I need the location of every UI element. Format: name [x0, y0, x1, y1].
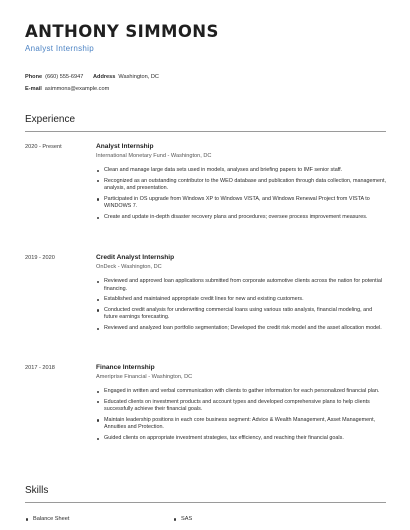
job-bullets: [96, 167, 386, 222]
bullet-item: Established and maintained appropriate credit lines for new and existing customers.: [96, 296, 386, 304]
experience-heading: Experience: [25, 114, 76, 125]
address-value: Washington, DC: [118, 74, 159, 80]
job-bullets: [96, 278, 386, 333]
bullet-item: Create and update in-depth disaster recovery plans and procedures; oversee process improvement measures.: [96, 214, 386, 222]
job-title: Finance Internship: [96, 364, 155, 371]
bullet-item: Reviewed and approved loan applications submitted from corporate automotive clients across the nation for potential financing.: [96, 278, 386, 293]
candidate-title: Analyst Internship: [25, 44, 94, 53]
job-employer: International Monetary Fund - Washington, DC: [96, 153, 212, 159]
skill-item: SAS: [173, 516, 192, 522]
bullet-item: Reviewed and analyzed loan portfolio segmentation; Developed the credit risk model and the asset allocation model.: [96, 325, 386, 333]
email-value: asimmons@example.com: [44, 86, 110, 92]
job-title: Analyst Internship: [96, 143, 154, 150]
job-dates: 2019 - 2020: [25, 255, 55, 261]
bullet-item: Clean and manage large data sets used in models, analyses and briefing papers to IMF senior staff.: [96, 167, 386, 175]
address-line: [93, 74, 159, 80]
bullet-item: Engaged in written and verbal communication with clients to gather information for each personalized financial plan.: [96, 388, 386, 396]
skill-item: Balance Sheet: [25, 516, 69, 522]
job-employer: OnDeck - Washington, DC: [96, 264, 162, 270]
experience-divider: [25, 131, 386, 132]
candidate-name: ANTHONY SIMMONS: [25, 22, 219, 41]
email-line: [25, 86, 109, 92]
bullet-item: Maintain leadership positions in each core business segment: Advice & Wealth Management, Asset Management, Annuities and Protection.: [96, 417, 386, 432]
phone-value: (660) 555-6947: [45, 74, 84, 80]
address-label: Address: [93, 74, 116, 80]
bullet-item: Recognized as an outstanding contributor to the WEO database and publication through data collection, management, analysis, and presentation.: [96, 178, 386, 193]
bullet-item: Participated in OS upgrade from Windows XP to Windows VISTA, and Windows Renewal Project from VISTA to WINDOWS 7.: [96, 196, 386, 211]
skills-divider: [25, 502, 386, 503]
job-bullets: [96, 388, 386, 443]
email-label: E-mail: [25, 86, 42, 92]
bullet-item: Conducted credit analysis for underwriting commercial loans using various ratio analysis, financial modeling, and future earnings forecasting.: [96, 307, 386, 322]
phone-line: [25, 74, 83, 80]
skills-heading: Skills: [25, 485, 49, 496]
job-dates: 2017 - 2018: [25, 365, 55, 371]
job-dates: 2020 - Present: [25, 144, 62, 150]
bullet-item: Guided clients on appropriate investment strategies, tax efficiency, and reaching their financial goals.: [96, 435, 386, 443]
phone-label: Phone: [25, 74, 43, 80]
bullet-item: Educated clients on investment products and account types and developed comprehensive plans to help clients successfully achieve their financial goals.: [96, 399, 386, 414]
job-employer: Ameriprise Financial - Washington, DC: [96, 374, 193, 380]
job-title: Credit Analyst Internship: [96, 254, 175, 261]
